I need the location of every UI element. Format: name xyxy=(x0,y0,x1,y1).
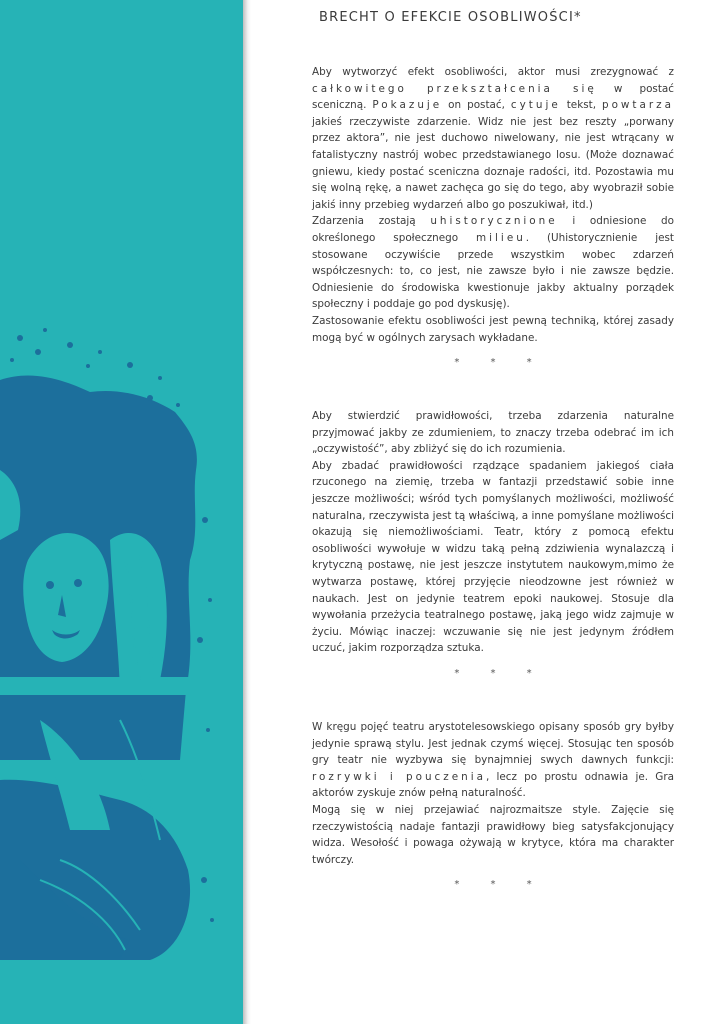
page-title: BRECHT O EFEKCIE OSOBLIWOŚCI* xyxy=(319,10,582,25)
section-gap xyxy=(312,388,674,408)
paragraph: Aby stwierdzić prawidłowości, trzeba zdarzenia naturalne przyjmować jakby ze zdumieniem, to znaczy trzeba odebrać im ich „oczywistość”, aby zbliżyć się do ich rozumienia. xyxy=(312,410,674,456)
section-separator: * * * xyxy=(454,668,546,679)
article-body xyxy=(312,64,674,910)
paragraph: Zdarzenia zostają uhistorycznione i odniesione do określonego społecznego milieu. (Uhistorycznienie jest stosowane oczywiście przede wszystkim wobec zdarzeń współczesnych: to, co jest, nie zawsze było i nie zawsze będzie. Odniesienie do środowiska kwestionuje jakby aktualny porządek społeczny i poddaje go pod dyskusję). xyxy=(312,215,674,311)
section-separator: * * * xyxy=(454,879,546,891)
spaced-emphasis: całkowitego przekształcenia się xyxy=(312,82,597,95)
paragraph: Zastosowanie efektu osobliwości jest pewną techniką, której zasady mogą być w ogólnych zarysach wykładane. xyxy=(312,314,674,344)
spaced-emphasis: uhistorycznione xyxy=(430,215,558,228)
paragraph: W kręgu pojęć teatru arystotelesowskiego opisany sposób gry byłby jedynie sprawą stylu. Jest jednak czymś więcej. Stosując ten sposób gry teatr nie wyzbywa się bynajmniej swych dawnych funkcji: rozrywki i pouczenia, lecz po prostu odnawia je. Gra aktorów zyskuje znów pełną naturalność. xyxy=(312,721,674,800)
spaced-emphasis: powtarza xyxy=(601,99,674,112)
paragraph: Mogą się w niej przejawiać najrozmaitsze style. Zajęcie się rzeczywistością nadaje fantazji prawidłowy bieg satysfakcjonujący widza. Wesołość i powaga ożywają w krytyce, która ma charakter twórczy. xyxy=(312,803,674,866)
section-separator: * * * xyxy=(454,357,546,369)
paragraph: Aby wytworzyć efekt osobliwości, aktor musi zrezygnować z całkowitego przekształcenia się w postać sceniczną. Pokazuje on postać, cytuje tekst, powtarza jakieś rzeczywiste zdarzenie. Widz nie jest bez reszty „porwany przez aktora”, nie jest duchowo niwelowany, nie jest wtrącany w fatalistyczny nastrój wobec przedstawianego losu. (Może doznawać gniewu, kiedy postać sceniczna doznaje radości, itd. Pozostawia mu się wolną rękę, a nawet zachęca go się do tego, aby wyobraził sobie jakiś inny przebieg wydarzeń albo go poszukiwał, itd.) xyxy=(312,66,674,211)
spaced-emphasis: Pokazuje xyxy=(372,99,443,112)
section-gap xyxy=(312,699,674,719)
teal-cover-panel xyxy=(0,0,245,1024)
halftone-illustration xyxy=(0,0,245,1024)
spaced-emphasis: rozrywki i pouczenia xyxy=(312,770,486,783)
spaced-emphasis: cytuje xyxy=(510,99,561,112)
page-fold xyxy=(243,0,251,1024)
spaced-emphasis: milieu xyxy=(476,231,526,244)
paragraph: Aby zbadać prawidłowości rządzące spadaniem jakiegoś ciała rzuconego na ziemię, trzeba w fantazji przedstawić sobie inne jeszcze możliwości; wśród tych pomyślanych możliwości, możliwość naturalna, rzeczywista jest tą właściwą, a inne pomyślane możliwości okazują się niemożliwościami. Teatr, który z pomocą efektu osobliwości wywołuje w widzu taką pełną zdziwienia wynalazczą i krytyczną postawę, nie jest jeszcze instytutem naukowym,mimo że wytwarza postawę, której przyjęcie nieodzowne jest również w naukach. Jest on jedynie teatrem epoki naukowej. Stosuje dla wywołania przeżycia teatralnego postawę, jaką jego widz zajmuje w życiu. Mówiąc inaczej: wczuwanie się nie jest jedynym źródłem uczuć, jakim rozporządza sztuka. xyxy=(312,459,674,655)
